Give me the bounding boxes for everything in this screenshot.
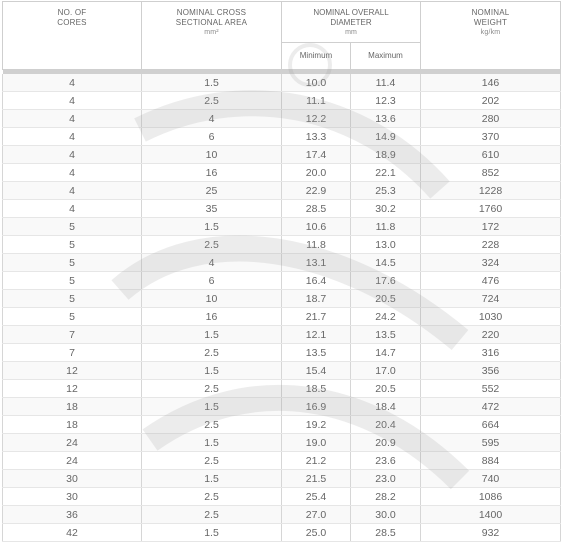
cell-cores: 4 <box>3 146 142 164</box>
cell-max: 18.4 <box>351 398 421 416</box>
table-row <box>3 182 561 200</box>
table-row <box>3 92 561 110</box>
cell-min: 12.2 <box>282 110 351 128</box>
cell-max: 20.9 <box>351 434 421 452</box>
cell-area: 4 <box>142 110 282 128</box>
cell-max: 25.3 <box>351 182 421 200</box>
cell-area: 2.5 <box>142 452 282 470</box>
cell-area: 2.5 <box>142 380 282 398</box>
cell-area: 4 <box>142 254 282 272</box>
cell-weight: 1760 <box>421 200 561 218</box>
cell-cores: 12 <box>3 362 142 380</box>
cell-max: 30.0 <box>351 506 421 524</box>
cell-weight: 1400 <box>421 506 561 524</box>
header-cores-line1: NO. OF <box>57 8 87 17</box>
cell-area: 2.5 <box>142 92 282 110</box>
cell-cores: 4 <box>3 128 142 146</box>
header-weight-unit: kg/km <box>480 29 501 36</box>
table-body <box>3 74 561 542</box>
cell-weight: 610 <box>421 146 561 164</box>
cell-area: 2.5 <box>142 416 282 434</box>
cell-max: 24.2 <box>351 308 421 326</box>
cell-min: 18.7 <box>282 290 351 308</box>
cell-area: 1.5 <box>142 398 282 416</box>
cell-cores: 5 <box>3 254 142 272</box>
cell-cores: 18 <box>3 416 142 434</box>
cell-max: 13.6 <box>351 110 421 128</box>
cell-cores: 4 <box>3 74 142 92</box>
cell-max: 14.9 <box>351 128 421 146</box>
cell-cores: 18 <box>3 398 142 416</box>
table-row <box>3 272 561 290</box>
cell-weight: 664 <box>421 416 561 434</box>
cell-area: 35 <box>142 200 282 218</box>
cell-area: 10 <box>142 290 282 308</box>
cell-weight: 740 <box>421 470 561 488</box>
table-row <box>3 524 561 542</box>
table-row <box>3 164 561 182</box>
table-row <box>3 110 561 128</box>
cell-max: 13.0 <box>351 236 421 254</box>
cell-max: 30.2 <box>351 200 421 218</box>
cell-cores: 4 <box>3 92 142 110</box>
header-cores <box>3 2 142 70</box>
header-cores-line2: CORES <box>57 18 87 27</box>
cell-min: 19.0 <box>282 434 351 452</box>
header-area-line2: SECTIONAL AREA <box>175 18 248 27</box>
cell-max: 14.5 <box>351 254 421 272</box>
cell-cores: 30 <box>3 488 142 506</box>
cell-min: 10.6 <box>282 218 351 236</box>
cell-min: 15.4 <box>282 362 351 380</box>
cell-area: 1.5 <box>142 470 282 488</box>
cell-max: 12.3 <box>351 92 421 110</box>
cell-weight: 172 <box>421 218 561 236</box>
header-maximum: Maximum <box>351 42 421 69</box>
cell-weight: 476 <box>421 272 561 290</box>
cell-cores: 30 <box>3 470 142 488</box>
cable-spec-table-container <box>2 1 560 542</box>
table-row <box>3 380 561 398</box>
table-row <box>3 200 561 218</box>
cell-weight: 324 <box>421 254 561 272</box>
cell-area: 1.5 <box>142 362 282 380</box>
cell-weight: 552 <box>421 380 561 398</box>
cell-max: 13.5 <box>351 326 421 344</box>
cell-min: 13.3 <box>282 128 351 146</box>
cell-weight: 280 <box>421 110 561 128</box>
cell-area: 1.5 <box>142 326 282 344</box>
cell-area: 2.5 <box>142 506 282 524</box>
table-row <box>3 344 561 362</box>
cell-max: 22.1 <box>351 164 421 182</box>
cell-min: 22.9 <box>282 182 351 200</box>
header-diameter <box>282 2 421 43</box>
table-row <box>3 452 561 470</box>
cell-area: 1.5 <box>142 524 282 542</box>
cell-weight: 472 <box>421 398 561 416</box>
cell-min: 12.1 <box>282 326 351 344</box>
cell-min: 27.0 <box>282 506 351 524</box>
cell-cores: 5 <box>3 308 142 326</box>
cell-area: 2.5 <box>142 236 282 254</box>
cell-cores: 4 <box>3 200 142 218</box>
cell-max: 17.6 <box>351 272 421 290</box>
cell-min: 17.4 <box>282 146 351 164</box>
cell-min: 21.2 <box>282 452 351 470</box>
cell-area: 1.5 <box>142 74 282 92</box>
table-row <box>3 308 561 326</box>
cell-min: 21.5 <box>282 470 351 488</box>
cell-max: 28.2 <box>351 488 421 506</box>
cell-max: 20.5 <box>351 290 421 308</box>
header-weight-line2: WEIGHT <box>473 18 508 27</box>
cell-cores: 5 <box>3 236 142 254</box>
cell-min: 19.2 <box>282 416 351 434</box>
cell-weight: 202 <box>421 92 561 110</box>
cell-cores: 4 <box>3 164 142 182</box>
cell-cores: 4 <box>3 182 142 200</box>
table-row <box>3 470 561 488</box>
cell-weight: 932 <box>421 524 561 542</box>
cell-min: 20.0 <box>282 164 351 182</box>
cell-max: 28.5 <box>351 524 421 542</box>
cell-area: 2.5 <box>142 344 282 362</box>
header-diameter-line1: NOMINAL OVERALL <box>313 8 389 17</box>
table-row <box>3 326 561 344</box>
cell-min: 11.1 <box>282 92 351 110</box>
cell-cores: 24 <box>3 452 142 470</box>
cell-min: 18.5 <box>282 380 351 398</box>
table-header <box>3 2 561 75</box>
header-diameter-line2: DIAMETER <box>330 18 372 27</box>
table-row <box>3 290 561 308</box>
cell-cores: 5 <box>3 290 142 308</box>
cell-max: 11.8 <box>351 218 421 236</box>
cell-max: 23.6 <box>351 452 421 470</box>
table-row <box>3 398 561 416</box>
header-weight-line1: NOMINAL <box>471 8 510 17</box>
cell-min: 13.1 <box>282 254 351 272</box>
cell-cores: 4 <box>3 110 142 128</box>
cell-min: 16.4 <box>282 272 351 290</box>
cell-min: 21.7 <box>282 308 351 326</box>
cell-min: 11.8 <box>282 236 351 254</box>
cell-weight: 595 <box>421 434 561 452</box>
cell-weight: 316 <box>421 344 561 362</box>
cell-max: 23.0 <box>351 470 421 488</box>
cell-max: 14.7 <box>351 344 421 362</box>
cell-weight: 724 <box>421 290 561 308</box>
table-row <box>3 488 561 506</box>
cell-min: 28.5 <box>282 200 351 218</box>
cell-area: 25 <box>142 182 282 200</box>
cell-weight: 1086 <box>421 488 561 506</box>
cell-cores: 7 <box>3 326 142 344</box>
cell-weight: 220 <box>421 326 561 344</box>
cell-area: 16 <box>142 164 282 182</box>
table-row <box>3 254 561 272</box>
cell-cores: 24 <box>3 434 142 452</box>
table-row <box>3 362 561 380</box>
cell-weight: 1030 <box>421 308 561 326</box>
cell-cores: 7 <box>3 344 142 362</box>
cell-cores: 5 <box>3 218 142 236</box>
cell-min: 10.0 <box>282 74 351 92</box>
cell-weight: 852 <box>421 164 561 182</box>
cell-max: 11.4 <box>351 74 421 92</box>
table-row <box>3 416 561 434</box>
header-area-unit: mm² <box>204 29 219 36</box>
cell-area: 1.5 <box>142 434 282 452</box>
cell-area: 1.5 <box>142 218 282 236</box>
cell-min: 25.0 <box>282 524 351 542</box>
table-row <box>3 128 561 146</box>
cell-weight: 884 <box>421 452 561 470</box>
cell-weight: 1228 <box>421 182 561 200</box>
cell-cores: 36 <box>3 506 142 524</box>
cell-cores: 5 <box>3 272 142 290</box>
header-diameter-unit: mm <box>345 29 357 36</box>
cell-area: 6 <box>142 272 282 290</box>
table-row <box>3 218 561 236</box>
cell-area: 10 <box>142 146 282 164</box>
table-row <box>3 236 561 254</box>
header-weight <box>421 2 561 70</box>
cell-min: 13.5 <box>282 344 351 362</box>
header-area <box>142 2 282 70</box>
header-area-line1: NOMINAL CROSS <box>176 8 247 17</box>
cable-spec-table <box>2 1 561 542</box>
table-row <box>3 434 561 452</box>
cell-min: 16.9 <box>282 398 351 416</box>
cell-area: 16 <box>142 308 282 326</box>
cell-max: 20.5 <box>351 380 421 398</box>
cell-max: 17.0 <box>351 362 421 380</box>
cell-weight: 228 <box>421 236 561 254</box>
cell-weight: 146 <box>421 74 561 92</box>
cell-area: 6 <box>142 128 282 146</box>
table-row <box>3 74 561 92</box>
cell-min: 25.4 <box>282 488 351 506</box>
cell-max: 20.4 <box>351 416 421 434</box>
table-row <box>3 506 561 524</box>
cell-cores: 42 <box>3 524 142 542</box>
header-minimum: Minimum <box>282 42 351 69</box>
cell-weight: 370 <box>421 128 561 146</box>
cell-weight: 356 <box>421 362 561 380</box>
cell-max: 18.9 <box>351 146 421 164</box>
cell-cores: 12 <box>3 380 142 398</box>
cell-area: 2.5 <box>142 488 282 506</box>
table-row <box>3 146 561 164</box>
